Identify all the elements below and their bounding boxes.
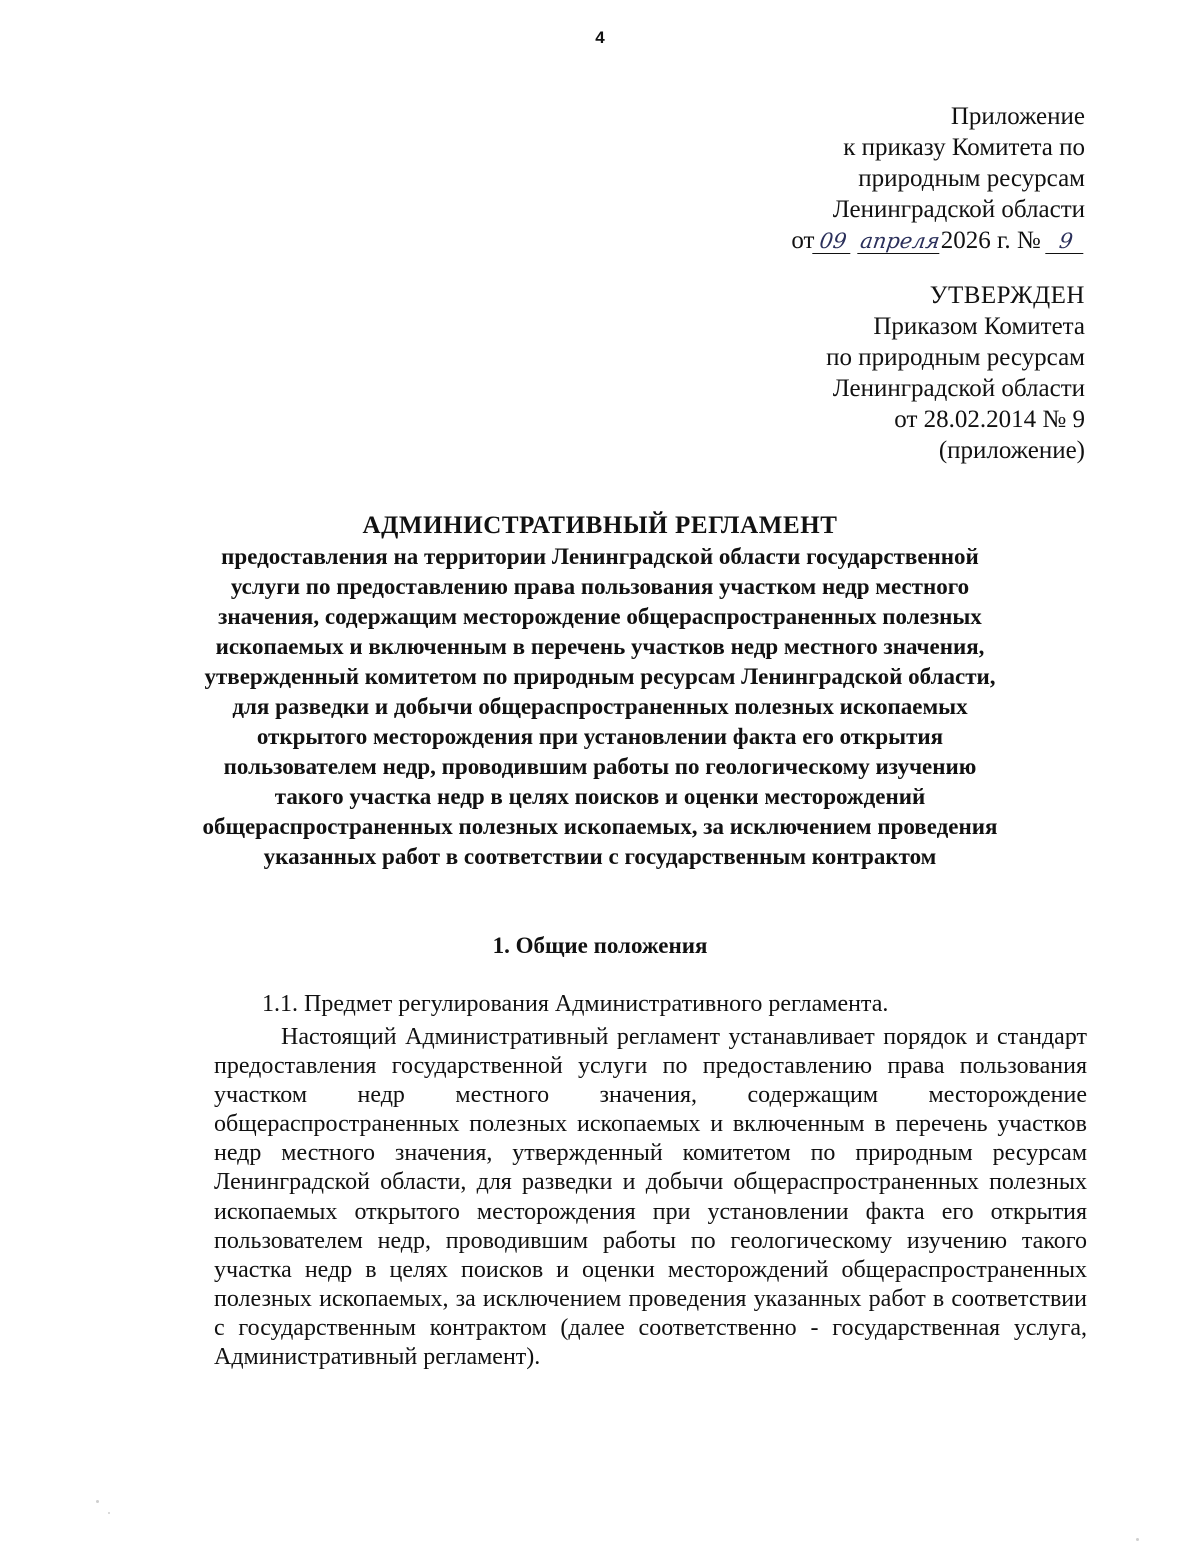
appendix-title: Приложение [950, 103, 1085, 130]
document-subtitle: предоставления на территории Ленинградской области государственной услуги по предоставлению права пользования участком недр местного значения, содержащим месторождение общераспространенных полезных ископаемых и включенным в перечень участков недр местного значения, утвержденный комитетом по природным ресурсам Ленинградской области, для разведки и добычи общераспространенных полезных ископаемых открытого месторождения при установлении факта его открытия пользователем недр, проводившим работы по геологическому изучению такого участка недр в целях поисков и оценки месторождений общераспространенных полезных ископаемых, за исключением проведения указанных работ в соответствии с государственным контрактом [202, 544, 998, 869]
scan-speck [1136, 1538, 1139, 1541]
appendix-line-2: к приказу Комитета по [843, 134, 1085, 161]
scan-speck [96, 1500, 99, 1503]
body-paragraph: Настоящий Административный регламент устанавливает порядок и стандарт предоставления государственной услуги по предоставлению права пользования участком недр местного значения, содержащим месторождение общераспространенных полезных ископаемых и включенным в перечень участков недр местного значения, утвержденный комитетом по природным ресурсам Ленинградской области, для разведки и добычи общераспространенных полезных ископаемых открытого месторождения при установлении факта его открытия пользователем недр, проводившим работы по геологическому изучению такого участка недр в целях поисков и оценки месторождений общераспространенных полезных ископаемых, за исключением проведения указанных работ в соответствии с государственным контрактом (далее соответственно - государственная услуга, Административный регламент). [214, 1024, 1087, 1371]
section-heading: 1. Общие положения [492, 933, 708, 958]
order-year: 2026 г. № [940, 227, 1041, 254]
approved-block [826, 280, 1085, 466]
appendix-block [791, 101, 1085, 256]
handwritten-day: 09 [813, 229, 855, 254]
handwritten-order-number: 9 [1045, 229, 1087, 254]
approved-line-5: от 28.02.2014 № 9 [894, 406, 1085, 433]
appendix-line-4: Ленинградской области [832, 196, 1085, 223]
appendix-line-3: природным ресурсам [858, 165, 1085, 192]
page-number: 4 [595, 28, 605, 47]
approved-line-6: (приложение) [938, 437, 1085, 464]
approved-line-2: Приказом Комитета [873, 313, 1085, 340]
approved-title: УТВЕРЖДЕН [929, 282, 1085, 309]
clause-1-1: 1.1. Предмет регулирования Административного регламента. [262, 991, 889, 1017]
document-title-block [200, 511, 1000, 872]
document-title: АДМИНИСТРАТИВНЫЙ РЕГЛАМЕНТ [362, 512, 838, 539]
order-prefix: от [791, 227, 815, 254]
handwritten-month: апреля [858, 229, 942, 253]
approved-line-4: Ленинградской области [832, 375, 1085, 402]
scan-speck [108, 1512, 110, 1514]
approved-line-3: по природным ресурсам [826, 344, 1085, 371]
order-date-line [791, 225, 1085, 256]
